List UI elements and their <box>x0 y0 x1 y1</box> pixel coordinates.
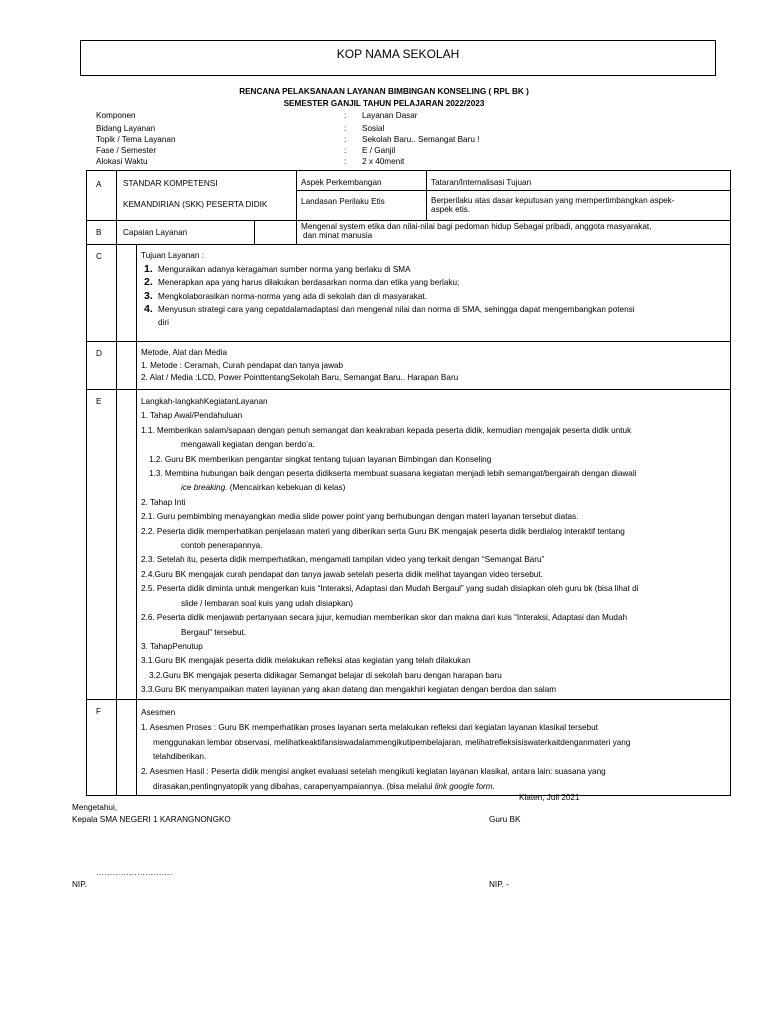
meta-value: Sekolah Baru.. Semangat Baru ! <box>362 135 480 144</box>
signature-dots: ………………………. <box>96 868 172 877</box>
langkah-line: ice breaking. (Mencairkan kebekuan di kelas) <box>181 483 346 493</box>
skk-label: KEMANDIRIAN (SKK) PESERTA DIDIK <box>123 200 268 209</box>
asesmen-line: menggunakan lembar observasi, melihatkeaktifansiswadalammengikutipembelajaran, melihatrefleksisiswaterkaitdenganmateri yang <box>153 737 631 747</box>
tujuan-item-cont: diri <box>158 317 169 327</box>
capaian-text-line: Mengenal system etika dan nilai-nilai bagi pedoman hidup Sebagai pribadi, anggota masyarakat, <box>301 222 652 231</box>
section-letter: B <box>87 221 117 245</box>
asesmen-line: 2. Asesmen Hasil : Peserta didik mengisi angket evaluasi setelah mengikuti kegiatan layanan klasikal, antara lain: suasana yang <box>141 767 606 777</box>
asesmen-cell <box>137 700 731 796</box>
metode-line: 1. Metode : Ceramah, Curah pendapat dan tanya jawab <box>141 360 344 370</box>
standard-competency-cell <box>117 171 297 221</box>
langkah-heading: Langkah-langkahKegiatanLayanan <box>141 397 268 406</box>
meta-label: Bidang Layanan <box>96 124 156 133</box>
nip-right: NIP. - <box>489 880 509 889</box>
asesmen-line: 1. Asesmen Proses : Guru BK memperhatikan proses layanan serta melakukan refleksi dari kegiatan layanan klasikal tersebut <box>141 722 598 732</box>
tujuan-item: 3. Mengkolaborasikan norma-norma yang ada di sekolah dan di masyarakat. <box>144 289 427 302</box>
section-b-row <box>87 221 731 245</box>
headmaster-title: Kepala SMA NEGERI 1 KARANGNONGKO <box>72 815 231 824</box>
section-d-row <box>87 342 731 390</box>
asesmen-line: dirasakan,pentingnyatopik yang dibahas, carapenyampaiannya. (bisa melalui link google form. <box>153 781 495 791</box>
metode-line: 2. Alat / Media :LCD, Power PointtentangSekolah Baru, Semangat Baru.. Harapan Baru <box>141 373 459 382</box>
aspek-header: Aspek Perkembangan <box>297 171 427 191</box>
meta-sep: : <box>344 124 347 133</box>
document-title: RENCANA PELAKSANAAN LAYANAN BIMBINGAN KONSELING ( RPL BK ) <box>239 87 529 96</box>
tujuan-cell <box>137 245 731 342</box>
standard-competency-label: STANDAR KOMPETENSI <box>123 179 218 188</box>
meta-sep: : <box>344 146 347 155</box>
langkah-line: slide / lembaran soal kuis yang udah disiapkan) <box>181 598 354 608</box>
nip-left: NIP. <box>72 880 87 889</box>
tujuan-item: 1. Menguraikan adanya keragaman sumber norma yang berlaku di SMA <box>144 262 411 275</box>
langkah-line: 2.4.Guru BK mengajak curah pendapat dan tanya jawab setelah peserta didik melihat tayangan video tersebut. <box>141 569 543 579</box>
langkah-line: contoh penerapannya. <box>181 541 263 551</box>
langkah-line: 2.1. Guru pembimbing menayangkan media slide power point yang berhubungan dengan materi layanan tersebut diatas. <box>141 512 579 522</box>
capaian-label: Capaian Layanan <box>117 221 255 245</box>
tujuan-item: 4. Menyusun strategi cara yang cepatdalamadaptasi dan mengenal nilai dan norma di SMA, sehingga dapat mengembangkan potensi <box>144 303 635 315</box>
meta-sep: : <box>344 135 347 144</box>
meta-sep: : <box>344 111 347 120</box>
meta-value: Sosial <box>362 124 385 133</box>
meta-label: Alokasi Waktu <box>96 157 148 166</box>
meta-sep: : <box>344 157 347 166</box>
metode-cell <box>137 342 731 390</box>
section-letter: C <box>87 245 117 342</box>
aspek-value: Landasan Perilaku Etis <box>297 191 427 221</box>
tataran-value-cell <box>427 191 731 221</box>
section-f-row <box>87 700 731 796</box>
meta-label: Komponen <box>96 111 136 120</box>
metode-heading: Metode, Alat dan Media <box>141 348 228 357</box>
langkah-line: 3.2.Guru BK mengajak peserta didikagar Semangat belajar di sekolah baru dengan harapan baru <box>149 670 502 680</box>
langkah-line: 2.3. Setelah itu, peserta didik memperhatikan, mengamati tampilan video yang terkait dengan “Semangat Baru” <box>141 555 545 565</box>
capaian-text-cell <box>297 221 731 245</box>
langkah-line: 1.1. Memberikan salam/sapaan dengan penuh semangat dan keakraban kepada peserta didik, kemudian mengajak peserta didik untuk <box>141 425 632 435</box>
asesmen-heading: Asesmen <box>141 708 176 717</box>
langkah-line: 1.2. Guru BK memberikan pengantar singkat tentang tujuan layanan Bimbingan dan Konseling <box>149 454 492 464</box>
capaian-text-line: dan minat manusia <box>303 231 373 240</box>
meta-value: E / Ganjil <box>362 146 396 155</box>
langkah-line: Bergaul” tersebut. <box>181 627 247 637</box>
langkah-line: 2.5. Peserta didik diminta untuk mengerkan kuis “Interaksi, Adaptasi dan Mudah Bergaul” yang sudah disiapkan oleh guru bk (bisa lihat di <box>141 584 639 594</box>
counselor-title: Guru BK <box>489 815 521 824</box>
langkah-line: 3. TahapPenutup <box>141 641 203 651</box>
meta-label: Topik / Tema Layanan <box>96 135 176 144</box>
tujuan-heading: Tujuan Layanan : <box>141 251 204 260</box>
langkah-cell <box>137 390 731 700</box>
section-letter: A <box>87 171 117 221</box>
document-subtitle: SEMESTER GANJIL TAHUN PELAJARAN 2022/2023 <box>283 99 485 108</box>
place-date: Klaten, Juli 2021 <box>519 793 580 802</box>
section-e-row <box>87 390 731 700</box>
school-letterhead-box <box>80 40 716 76</box>
langkah-line: 3.1.Guru BK mengajak peserta didik melakukan refleksi atas kegiatan yang telah dilakukan <box>141 656 471 666</box>
meta-label: Fase / Semester <box>96 146 157 155</box>
mengetahui-label: Mengetahui, <box>72 803 118 812</box>
meta-value: Layanan Dasar <box>362 111 418 120</box>
langkah-line: 2.2. Peserta didik memperhatikan penjelasan materi yang diberikan serta Guru BK mengajak peserta didik berdialog interaktif tentang <box>141 526 625 536</box>
langkah-line: 3.3.Guru BK menyampaikan materi layanan yang akan datang dan mengakhiri kegiatan dengan berdoa dan salam <box>141 685 557 695</box>
langkah-line: mengawali kegiatan dengan berdo’a. <box>181 440 315 450</box>
langkah-line: 2. Tahap Inti <box>141 497 186 507</box>
section-letter: D <box>87 342 117 390</box>
section-a-row-1 <box>87 171 731 191</box>
langkah-line: 2.6. Peserta didik menjawab pertanyaan secara jujur, kemudian memberikan skor dan makna dari kuis “Interaksi, Adaptasi dan Mudah <box>141 613 628 623</box>
tataran-value-line: Berperilaku atas dasar keputusan yang mempertimbangkan aspek- <box>431 196 675 205</box>
langkah-line: 1. Tahap Awal/Pendahuluan <box>141 411 243 421</box>
tataran-value-line: aspek etis. <box>431 205 471 214</box>
section-c-row <box>87 245 731 342</box>
tujuan-item: 2. Menerapkan apa yang harus dilakukan berdasarkan norma dan etika yang berlaku; <box>144 276 460 288</box>
asesmen-line: telahdiberikan. <box>153 752 207 762</box>
tataran-header: Tataran/Internalisasi Tujuan <box>427 171 731 191</box>
section-letter: F <box>87 700 117 796</box>
section-letter: E <box>87 390 117 700</box>
meta-value: 2 x 40menit <box>362 157 405 166</box>
rpl-table <box>86 170 731 796</box>
school-letterhead: KOP NAMA SEKOLAH <box>336 47 460 61</box>
langkah-line: 1.3. Membina hubungan baik dengan peserta didikserta membuat suasana kegiatan menjadi lebih semangat/bergairah dengan diawali <box>149 469 637 479</box>
